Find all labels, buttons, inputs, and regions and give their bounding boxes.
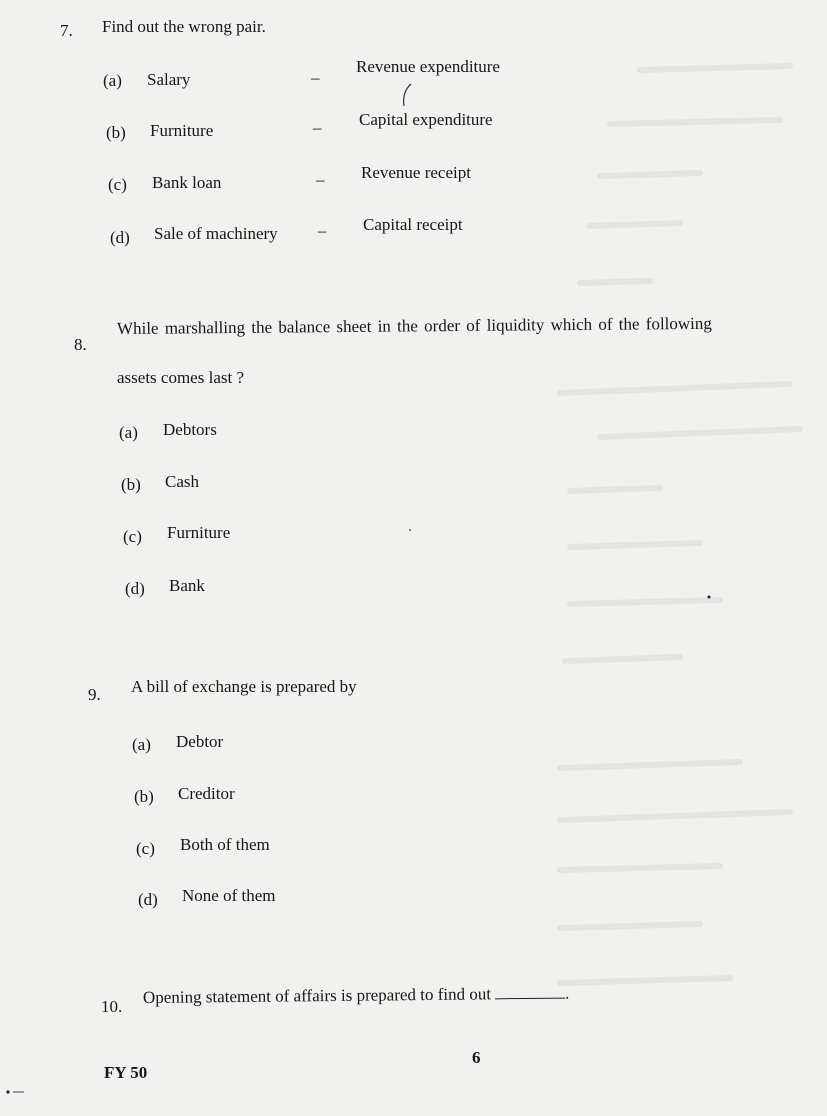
q7-option-b-item: Furniture bbox=[150, 121, 214, 140]
question-7-text: Find out the wrong pair. bbox=[102, 17, 266, 36]
question-10-end: . bbox=[564, 983, 570, 1003]
question-9-number: 9. bbox=[88, 685, 101, 704]
q9-option-a-item: Debtor bbox=[176, 732, 224, 751]
q7-option-a-letter: (a) bbox=[103, 71, 122, 90]
q9-option-a-letter: (a) bbox=[132, 735, 151, 754]
q7-option-d-value: Capital receipt bbox=[363, 215, 463, 234]
q7-option-a-value: Revenue expenditure bbox=[356, 57, 500, 76]
q9-option-d-item: None of them bbox=[182, 886, 276, 905]
q8-option-c-letter: (c) bbox=[123, 527, 142, 546]
q9-option-b-item: Creditor bbox=[178, 784, 235, 803]
q7-option-a-item: Salary bbox=[147, 70, 191, 89]
q8-option-a-letter: (a) bbox=[119, 423, 138, 442]
question-7-number: 7. bbox=[60, 21, 73, 40]
answer-blank bbox=[495, 998, 565, 1000]
q8-option-a-item: Debtors bbox=[163, 420, 217, 439]
q7-option-b-letter: (b) bbox=[106, 123, 126, 142]
q7-option-d-dash: – bbox=[318, 221, 327, 240]
question-9-text: A bill of exchange is prepared by bbox=[131, 677, 357, 696]
q8-option-d-letter: (d) bbox=[125, 579, 145, 598]
q9-option-c-letter: (c) bbox=[136, 839, 155, 858]
q9-option-c-item: Both of them bbox=[180, 835, 270, 854]
q7-option-d-letter: (d) bbox=[110, 228, 130, 247]
question-10-text: Opening statement of affairs is prepared to find out bbox=[142, 984, 492, 1007]
footer-code: FY 50 bbox=[104, 1063, 148, 1082]
q7-option-d-item: Sale of machinery bbox=[154, 224, 278, 243]
q9-option-b-letter: (b) bbox=[134, 787, 154, 806]
question-8-number: 8. bbox=[74, 335, 87, 354]
question-10-number: 10. bbox=[101, 997, 123, 1016]
q7-option-c-letter: (c) bbox=[108, 175, 127, 194]
q8-option-b-letter: (b) bbox=[121, 475, 141, 494]
q7-option-b-value: Capital expenditure bbox=[359, 110, 493, 129]
q7-option-c-dash: – bbox=[316, 170, 325, 189]
question-8-text-line2: assets comes last ? bbox=[117, 368, 244, 387]
page-number: 6 bbox=[472, 1048, 481, 1067]
q8-option-c-item: Furniture bbox=[167, 523, 231, 542]
q8-option-b-item: Cash bbox=[165, 472, 199, 491]
q9-option-d-letter: (d) bbox=[138, 890, 158, 909]
question-8-text-line1: While marshalling the balance sheet in the order of liquidity which of the following bbox=[116, 313, 712, 338]
q7-option-a-dash: – bbox=[311, 68, 320, 87]
q7-option-c-value: Revenue receipt bbox=[361, 163, 471, 182]
q8-option-d-item: Bank bbox=[169, 576, 205, 595]
q7-option-c-item: Bank loan bbox=[152, 173, 222, 192]
q7-option-b-dash: – bbox=[313, 118, 322, 137]
